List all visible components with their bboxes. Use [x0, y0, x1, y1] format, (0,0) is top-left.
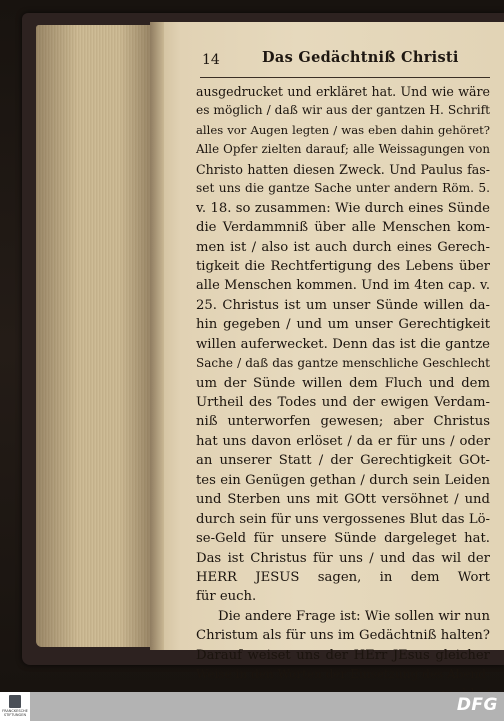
- text-line: 25. Christus ist um unser Sünde willen da-: [196, 297, 490, 313]
- text-line: niß unterworfen gewesen; aber Christus: [196, 414, 490, 430]
- text-line: men ist / also ist auch durch eines Gerech-: [196, 239, 490, 255]
- text-line: Christum als für uns im Gedächtniß halten?: [196, 628, 490, 644]
- text-line: hin gegeben / und um unser Gerechtigkeit: [196, 317, 490, 333]
- text-line: und Sterben uns mit GOtt versöhnet / und: [196, 492, 490, 508]
- text-line: tigkeit die Rechtfertigung des Lebens über: [196, 258, 490, 274]
- text-line: ausgedrucket und erkläret hat. Und wie wäre: [196, 84, 490, 99]
- text-line: Christo hatten diesen Zweck. Und Paulus fas-: [196, 161, 490, 177]
- text-line: um der Sünde willen dem Fluch und dem: [196, 375, 490, 391]
- text-line: Alle Opfer zielten darauf; alle Weissagungen von: [196, 142, 490, 157]
- text-line: durch sein für uns vergossenes Blut das Lö-: [196, 511, 490, 527]
- text-line: Urtheil des Todes und der ewigen Verdam-: [196, 395, 490, 410]
- text-line: für euch.: [196, 589, 257, 605]
- body-text: [196, 82, 490, 704]
- logo-text: FRANCKESCHE STIFTUNGEN: [2, 709, 28, 717]
- text-line: Weise in den Worten der Einsetzung des Abend-: [196, 667, 490, 682]
- logo-mark-icon: [9, 695, 21, 708]
- text-line: es möglich / daß wir aus der gantzen H. Schrift: [196, 103, 490, 118]
- text-line: tes ein Genügen gethan / durch sein Leiden: [196, 472, 490, 488]
- text-line: willen auferwecket. Denn das ist die gantze: [196, 336, 490, 352]
- institution-logo[interactable]: [0, 692, 30, 721]
- text-line: an unserer Statt / der Gerechtigkeit GOt-: [196, 453, 490, 469]
- text-line: se-Geld für unsere Sünde dargeleget hat.: [196, 531, 490, 547]
- text-line: alles vor Augen legten / was eben dahin gehöret?: [196, 122, 490, 137]
- text-line: alle Menschen kommen. Und im 4ten cap. v.: [196, 278, 490, 294]
- text-line: Darauf weiset uns der HErr JEsus gleicher: [196, 647, 490, 663]
- text-line: Die andere Frage ist: Wie sollen wir nun: [218, 608, 490, 624]
- running-head: Das Gedächtniß Christi: [262, 49, 459, 66]
- text-line: die Verdammniß über alle Menschen kom-: [196, 220, 490, 236]
- text-line: Das ist Christus für uns / und das wil der: [196, 550, 490, 566]
- text-line: HERR JESUS sagen, in dem Wort: [196, 569, 490, 585]
- page-edges-shading: [36, 25, 156, 647]
- header-rule: [200, 77, 490, 78]
- dfg-logo[interactable]: DFG: [456, 695, 498, 715]
- page-gutter: [150, 22, 164, 650]
- text-line: hat uns davon erlöset / da er für uns / oder: [196, 433, 490, 449]
- text-line: Sache / daß das gantze menschliche Geschlecht: [196, 356, 490, 371]
- text-line: v. 18. so zusammen: Wie durch eines Sünde: [196, 200, 490, 216]
- text-line: set uns die gantze Sache unter andern Röm. 5.: [196, 181, 490, 196]
- page-number: 14: [202, 52, 220, 68]
- footer-bar: [0, 692, 504, 721]
